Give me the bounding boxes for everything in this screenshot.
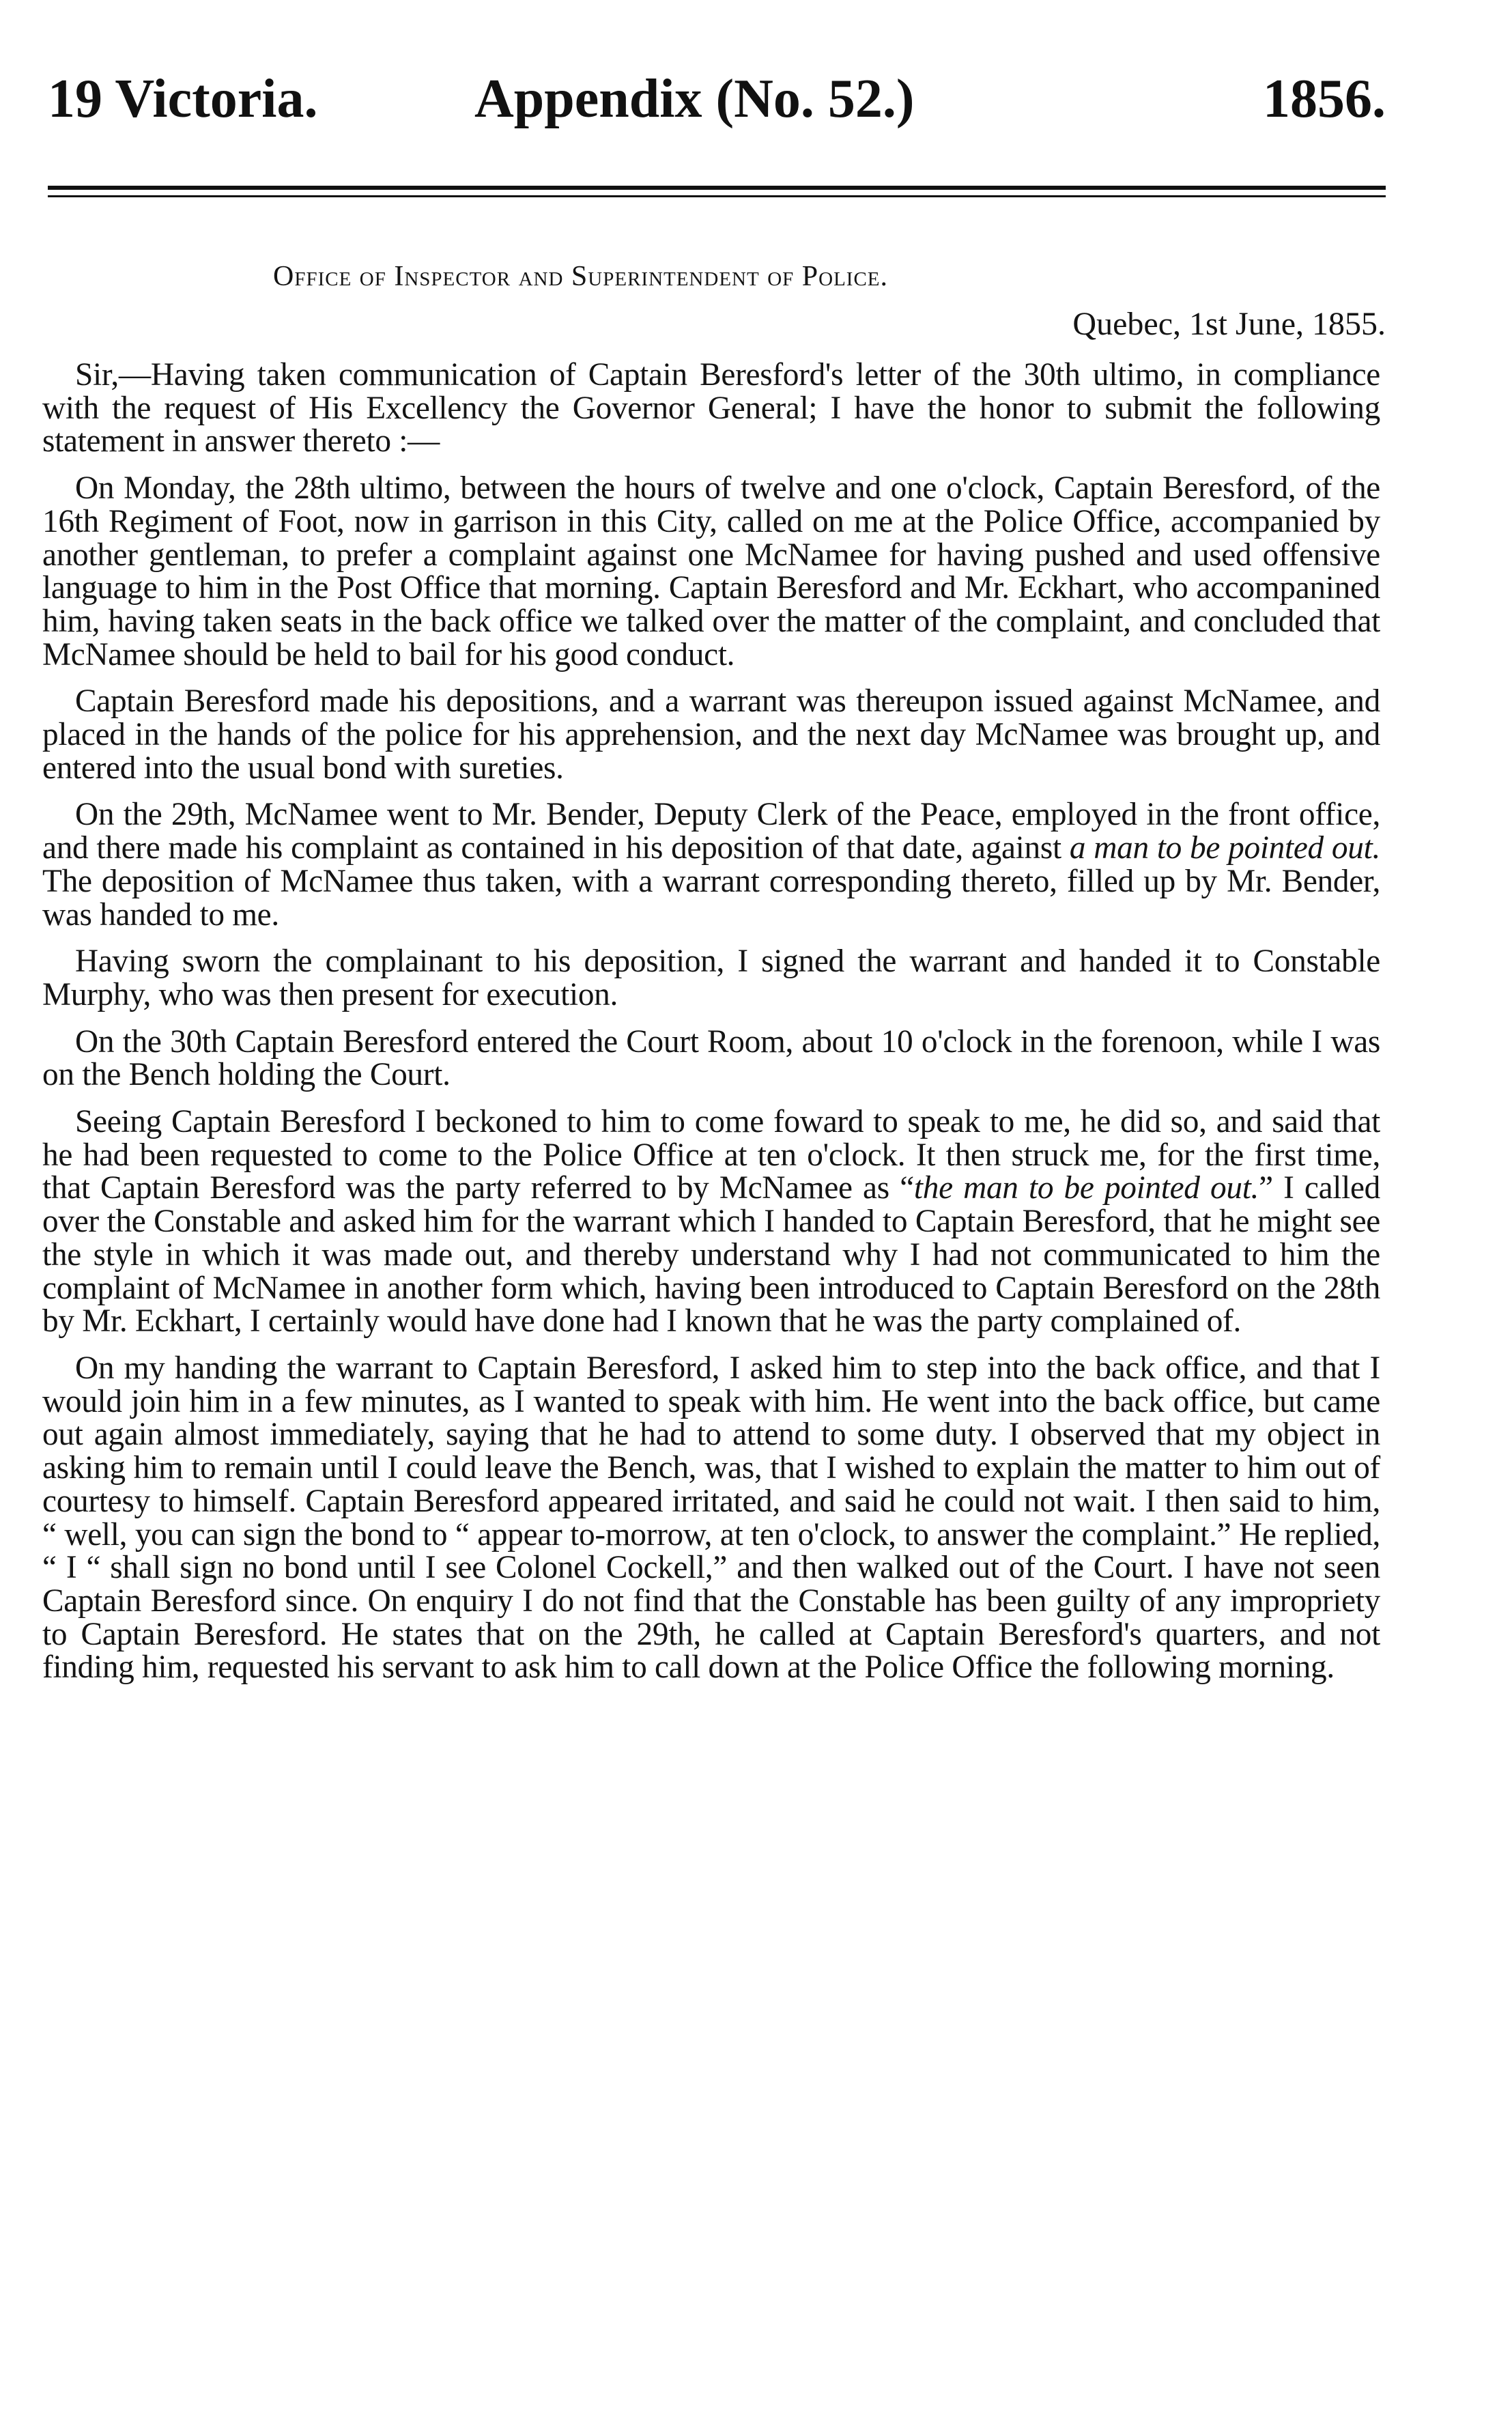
running-header: [48, 61, 1386, 150]
paragraph-text-after: The deposition of McNamee thus taken, with a warrant corresponding thereto, filled up by Mr. Bender, was handed to me.: [42, 863, 1380, 933]
paragraph-text: On the 29th, McNamee went to Mr. Bender, Deputy Clerk of the Peace, employed in the front office, and there made his complaint as contained in his deposition of that date, against: [42, 797, 1380, 866]
paragraph-handing-warrant: [42, 1352, 1380, 1684]
paragraph-text: Having sworn the complainant to his deposition, I signed the warrant and handed it to Constable Murphy, who was then present for execution.: [42, 944, 1380, 1012]
header-regnal-year: 19 Victoria.: [48, 69, 318, 129]
paragraph-text: On Monday, the 28th ultimo, between the hours of twelve and one o'clock, Captain Beresford, of the 16th Regiment of Foot, now in garrison in this City, called on me at the Police Office, accompanied by another gentleman, to prefer a complaint against one McNamee for having pushed and used offensive language to him in the Post Office that morning. Captain Beresford and Mr. Eckhart, who accompanined him, having taken seats in the back office we talked over the matter of the complaint, and concluded that McNamee should be held to bail for his good conduct.: [42, 470, 1380, 672]
paragraph-depositions: [42, 685, 1380, 784]
header-year: 1856.: [1263, 69, 1386, 129]
letter-dateline: Quebec, 1st June, 1855.: [1072, 306, 1386, 342]
header-rule-thick: [48, 186, 1386, 190]
paragraph-beckoned: [42, 1105, 1380, 1338]
paragraph-text: Seeing Captain Beresford I beckoned to him to come foward to speak to me, he did so, and said that he had been requested to come to the Police Office at ten o'clock. It then struck me, for the first time, that Captain Beresford was the party referred to by McNamee as “: [42, 1104, 1380, 1206]
paragraph-mcnamee-complaint: [42, 798, 1380, 931]
paragraph-court-room: [42, 1025, 1380, 1092]
paragraph-warrant-signed: [42, 945, 1380, 1011]
header-appendix-number: Appendix (No. 52.): [474, 69, 915, 129]
paragraph-text: Sir,—Having taken communication of Captain Beresford's letter of the 30th ultimo, in compliance with the request of His Excellency the Governor General; I have the honor to submit the following statement in answer thereto :—: [42, 357, 1380, 459]
paragraph-text: Captain Beresford made his depositions, and a warrant was thereupon issued against McNamee, and placed in the hands of the police for his apprehension, and the next day McNamee was brought up, and entered into the usual bond with sureties.: [42, 683, 1380, 786]
header-rule-thin: [48, 195, 1386, 197]
office-heading: Office of Inspector and Superintendent of Police.: [273, 261, 888, 292]
paragraph-salutation: [42, 358, 1380, 458]
italic-phrase: a man to be pointed out.: [1069, 830, 1380, 866]
letter-body: [42, 358, 1380, 1698]
paragraph-text: On the 30th Captain Beresford entered the Court Room, about 10 o'clock in the forenoon, while I was on the Bench holding the Court.: [42, 1023, 1380, 1093]
paragraph-monday-complaint: [42, 472, 1380, 671]
paragraph-text-after: ” I called over the Constable and asked him for the warrant which I handed to Captain Beresford, that he might see the style in which it was made out, and thereby understand why I had not communicated to him the complaint of McNamee in another form which, having been introduced to Captain Beresford on the 28th by Mr. Eckhart, I certainly would have done had I known that he was the party complained of.: [42, 1170, 1380, 1339]
paragraph-text: On my handing the warrant to Captain Beresford, I asked him to step into the back office, and that I would join him in a few minutes, as I wanted to speak with him. He went into the back office, but came out again almost immediately, saying that he had to attend to some duty. I observed that my object in asking him to remain until I could leave the Bench, was, that I wished to explain the matter to him out of courtesy to himself. Captain Beresford appeared irritated, and said he could not wait. I then said to him, “ well, you can sign the bond to “ appear to-morrow, at ten o'clock, to answer the complaint.” He replied, “ I “ shall sign no bond until I see Colonel Cockell,” and then walked out of the Court. I have not seen Captain Beresford since. On enquiry I do not find that the Constable has been guilty of any impropriety to Captain Beresford. He states that on the 29th, he called at Captain Beresford's quarters, and not finding him, requested his servant to ask him to call down at the Police Office the following morning.: [42, 1350, 1380, 1686]
italic-phrase: the man to be pointed out.: [913, 1170, 1259, 1206]
